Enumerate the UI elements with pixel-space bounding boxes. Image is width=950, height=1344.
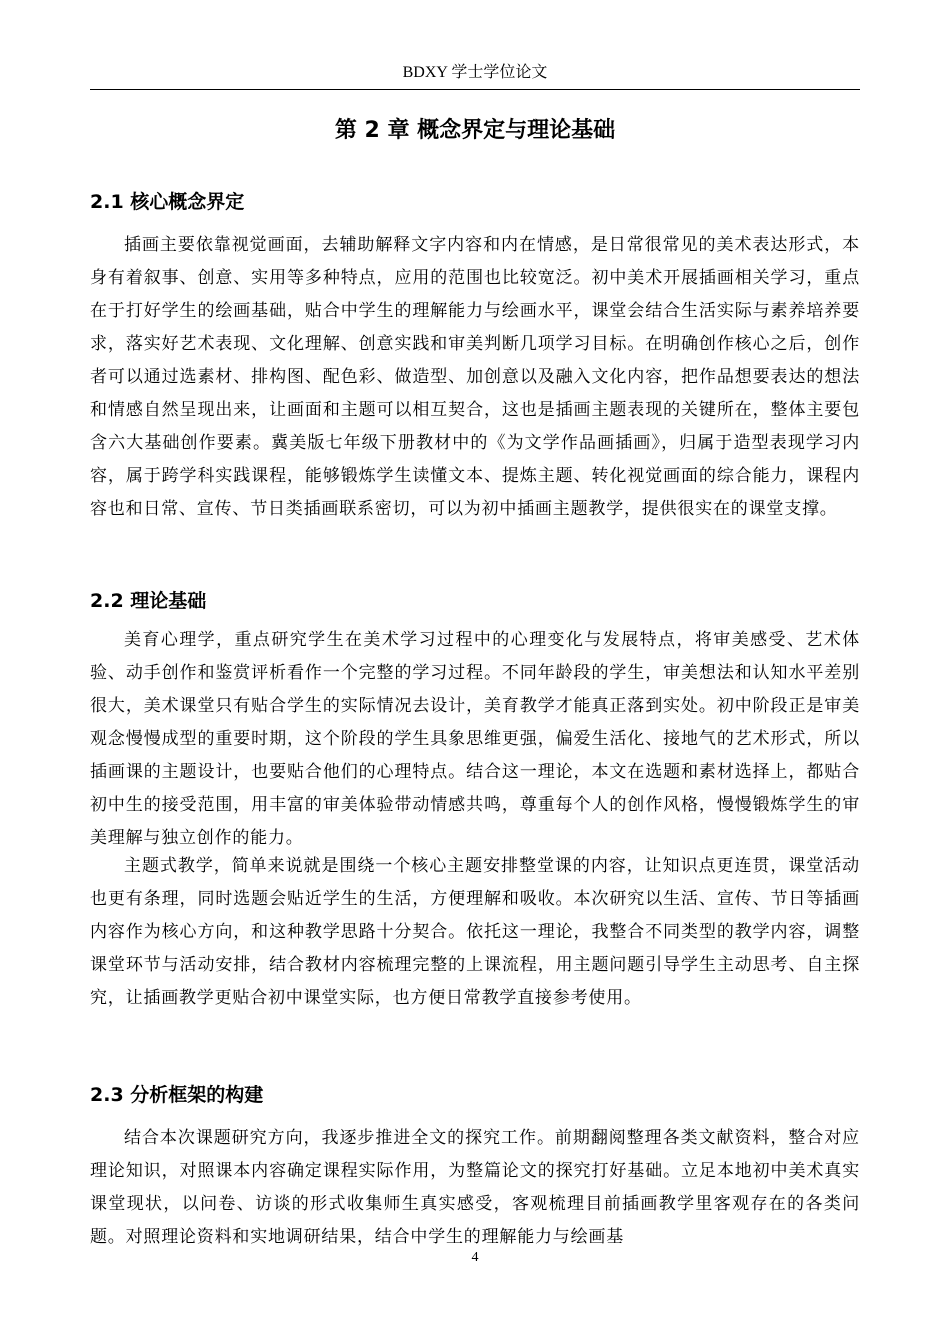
- running-header: BDXY 学士学位论文: [402, 64, 548, 81]
- section-heading-2-1: 2.1 核心概念界定: [90, 191, 245, 213]
- section-2-1-paragraph-1: 插画主要依靠视觉画面，去辅助解释文字内容和内在情感，是日常很常见的美术表达形式，本身有着叙事、创意、实用等多种特点，应用的范围也比较宽泛。初中美术开展插画相关学习，重点在于打好学生的绘画基础，贴合中学生的理解能力与绘画水平，课堂会结合生活实际与素养培养要求，落实好艺术表现、文化理解、创意实践和审美判断几项学习目标。在明确创作核心之后，创作者可以通过选素材、排构图、配色彩、做造型、加创意以及融入文化内容，把作品想要表达的想法和情感自然呈现出来，让画面和主题可以相互契合，这也是插画主题表现的关键所在，整体主要包含六大基础创作要素。冀美版七年级下册教材中的《为文学作品画插画》，归属于造型表现学习内容，属于跨学科实践课程，能够锻炼学生读懂文本、提炼主题、转化视觉画面的综合能力，课程内容也和日常、宣传、节日类插画联系密切，可以为初中插画主题教学，提供很实在的课堂支撑。: [90, 235, 860, 519]
- section-heading-2-2: 2.2 理论基础: [90, 590, 207, 612]
- header-rule: [90, 89, 860, 90]
- chapter-title: 第 2 章 概念界定与理论基础: [334, 118, 616, 143]
- page-number: 4: [471, 1250, 479, 1265]
- section-2-2-paragraph-1: 美育心理学，重点研究学生在美术学习过程中的心理变化与发展特点，将审美感受、艺术体验、动手创作和鉴赏评析看作一个完整的学习过程。不同年龄段的学生，审美想法和认知水平差别很大，美术课堂只有贴合学生的实际情况去设计，美育教学才能真正落到实处。初中阶段正是审美观念慢慢成型的重要时期，这个阶段的学生具象思维更强，偏爱生活化、接地气的艺术形式，所以插画课的主题设计，也要贴合他们的心理特点。结合这一理论，本文在选题和素材选择上，都贴合初中生的接受范围，用丰富的审美体验带动情感共鸣，尊重每个人的创作风格，慢慢锻炼学生的审美理解与独立创作的能力。: [90, 630, 860, 848]
- section-2-2-paragraph-2: 主题式教学，简单来说就是围绕一个核心主题安排整堂课的内容，让知识点更连贯，课堂活动也更有条理，同时选题会贴近学生的生活，方便理解和吸收。本次研究以生活、宣传、节日等插画内容作为核心方向，和这种教学思路十分契合。依托这一理论，我整合不同类型的教学内容，调整课堂环节与活动安排，结合教材内容梳理完整的上课流程，用主题问题引导学生主动思考、自主探究，让插画教学更贴合初中课堂实际，也方便日常教学直接参考使用。: [90, 856, 860, 1008]
- section-heading-2-3: 2.3 分析框架的构建: [90, 1084, 264, 1106]
- section-2-3-paragraph-1: 结合本次课题研究方向，我逐步推进全文的探究工作。前期翻阅整理各类文献资料，整合对应理论知识，对照课本内容确定课程实际作用，为整篇论文的探究打好基础。立足本地初中美术真实课堂现状，以问卷、访谈的形式收集师生真实感受，客观梳理目前插画教学里客观存在的各类问题。对照理论资料和实地调研结果，结合中学生的理解能力与绘画基: [90, 1128, 860, 1247]
